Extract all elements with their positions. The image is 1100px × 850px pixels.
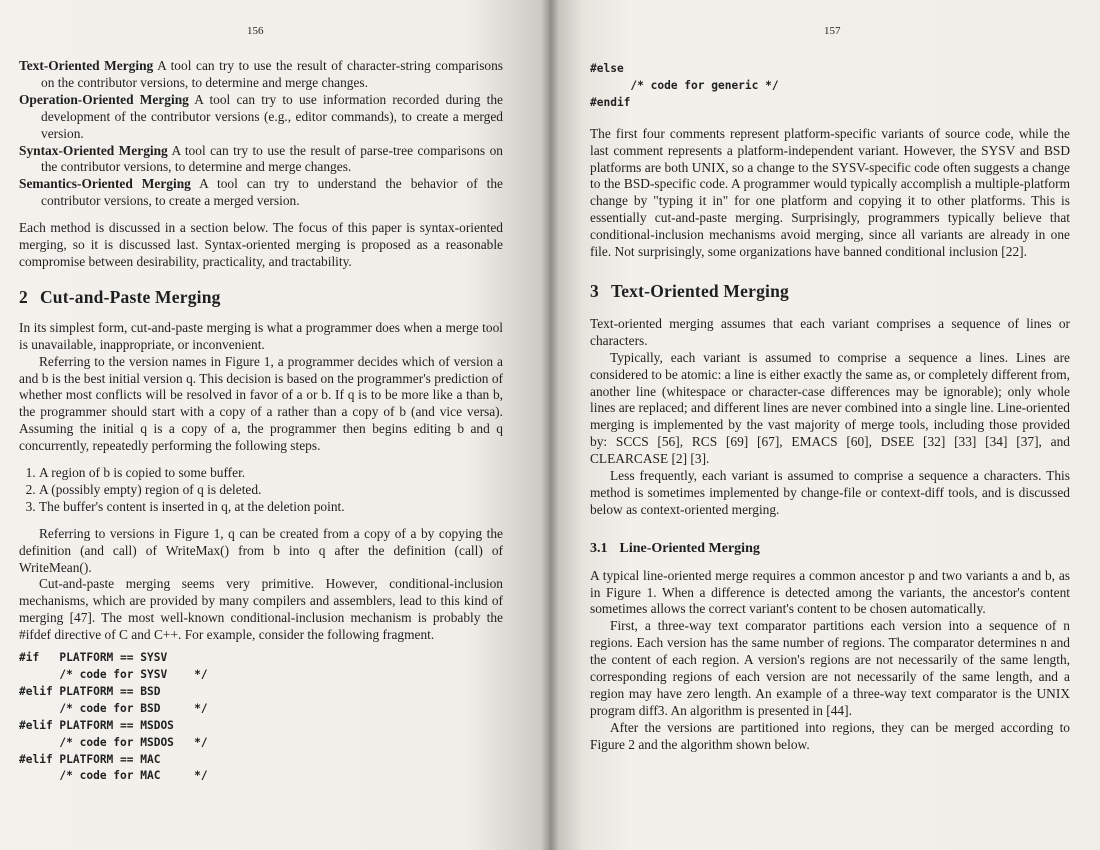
paragraph: Referring to versions in Figure 1, q can be created from a copy of a by copying the definition (and call) of WriteMax() from b into q after the definition (call) of WriteMean(). (19, 525, 503, 575)
page-number: 157 (824, 25, 841, 37)
code-block: #else /* code for generic */ #endif (590, 62, 779, 109)
definition-item (19, 58, 503, 92)
definition-text: A tool can try to use the result of parse-tree comparisons on the contributor versions, to determine and merge changes. (41, 142, 503, 175)
section-heading: 3 Text-Oriented Merging (590, 280, 789, 301)
paragraph: Less frequently, each variant is assumed to comprise a sequence a characters. This method is sometimes implemented by change-file or context-diff tools, and is discussed below as context-oriented merging. (590, 468, 1070, 517)
definition-text: A tool can try to understand the behavior of the contributor versions, to create a merged version. (41, 176, 503, 209)
section-heading: 2 Cut-and-Paste Merging (19, 286, 221, 307)
definition-term: Operation-Oriented Merging (19, 91, 189, 107)
paragraph: First, a three-way text comparator partitions each version into a sequence of n regions. Each version has the same number of regions. The comparator determines n and the content of each region. A version's regions are not necessarily of the same length, corresponding regions of each version are not necessarily of the same length, and a region may have zero length. An example of a three-way text comparator is the UNIX program diff3. An algorithm is presented in [44]. (590, 618, 1070, 718)
paragraph: Referring to the version names in Figure 1, a programmer decides which of version a and b is the best initial version q. This decision is based on the programmer's prediction of whether most conflicts will be resolved in favor of a or b. If q is to be more like a than b, the programmer should start with a copy of a rather than a copy of b (and vice versa). Assuming the initial q is a copy of a, the programmer then begins editing b and q concurrently, repeatedly performing the following steps. (19, 353, 503, 454)
step-item: 1. A region of b is copied to some buffer. (39, 465, 503, 482)
definition-term: Syntax-Oriented Merging (19, 142, 168, 158)
subsection-heading: 3.1 Line-Oriented Merging (590, 540, 760, 556)
paragraph: In its simplest form, cut-and-paste merging is what a programmer does when a merge tool is unavailable, inappropriate, or inconvenient. (19, 319, 503, 352)
definition-list (19, 58, 503, 210)
paragraph: Cut-and-paste merging seems very primitive. However, conditional-inclusion mechanisms, which are provided by many compilers and assemblers, lead to this kind of merging [47]. The most well-known conditional-inclusion mechanism is probably the #ifdef directive of C and C++. For example, consider the following fragment. (19, 576, 503, 643)
definition-text: A tool can try to use the result of character-string comparisons on the contributor versions, to determine and merge changes. (41, 58, 504, 90)
page-number: 156 (247, 25, 264, 37)
paragraph: After the versions are partitioned into regions, they can be merged according to Figure 2 and the algorithm shown below. (590, 719, 1070, 752)
code-block: #if PLATFORM == SYSV /* code for SYSV */ #elif PLATFORM == BSD /* code for BSD */ #elif PLATFORM == MSDOS /* code for MSDOS */ #elif PLATFORM == MAC /* code for MAC */ (19, 651, 208, 783)
definition-term: Semantics-Oriented Merging (19, 176, 191, 192)
definition-item (19, 92, 503, 143)
step-item: 3. The buffer's content is inserted in q, at the deletion point. (39, 499, 503, 516)
steps-list (19, 465, 503, 516)
paragraph: A typical line-oriented merge requires a common ancestor p and two variants a and b, as in Figure 1. When a difference is detected among the variants, the ancestor's content sometimes allows the correct variant's content to be chosen automatically. (590, 567, 1070, 617)
paragraph: Text-oriented merging assumes that each variant comprises a sequence of lines or characters. (590, 315, 1070, 348)
left-column (19, 58, 503, 785)
definition-term: Text-Oriented Merging (19, 58, 154, 73)
paragraph: Typically, each variant is assumed to comprise a sequence a lines. Lines are considered to be atomic: a line is either exactly the same as, or completely different from, another line (whitespace or character-case differences may be ignorable); only whole lines are replaced; and different lines are never combined into a single line. Line-oriented merging is implemented by the vast majority of merge tools, including those provided by: SCCS [56], RCS [69] [67], EMACS [60], DSEE [32] [33] [34] [37], and CLEARCASE [2] [3]. (590, 349, 1070, 467)
definition-text: A tool can try to use information recorded during the development of the contributor versions (e.g., editor commands), to create a merged version. (41, 91, 503, 141)
right-column (590, 61, 1070, 754)
paragraph: The first four comments represent platform-specific variants of source code, while the last comment represents a platform-independent variant. However, the SYSV and BSD platforms are both UNIX, so a change to the SYSV-specific code often suggests a change to the BSD-specific code. A programmer would typically accomplish a multiple-platform change by "typing it in" for one platform and copying it to other platforms. This is essentially cut-and-paste merging. Surprisingly, programmers typically believe that conditional-inclusion mechanisms avoid merging, since all variants are already in one file. Not surprisingly, some organizations have banned conditional inclusion [22]. (590, 125, 1070, 260)
right-page (550, 0, 1100, 850)
step-item: 2. A (possibly empty) region of q is deleted. (39, 482, 503, 499)
definition-item (19, 143, 503, 177)
paragraph: Each method is discussed in a section below. The focus of this paper is syntax-oriented merging, so it is discussed last. Syntax-oriented merging is proposed as a reasonable compromise between desirability, practicality, and tractability. (19, 220, 503, 269)
definition-item (19, 176, 503, 210)
